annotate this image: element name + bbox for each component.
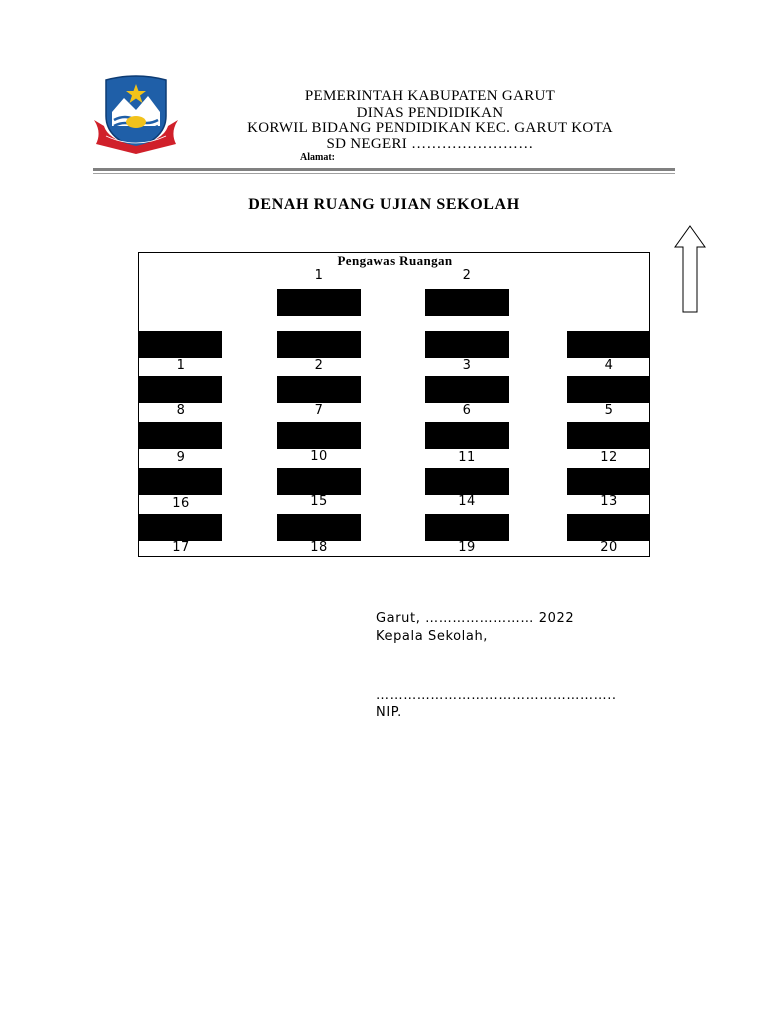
seat-number: 19 [458,540,476,555]
seat-number: 16 [172,496,190,511]
seat-number: 14 [458,494,476,509]
seat-number: 11 [458,450,476,465]
letterhead-divider [93,168,675,171]
letterhead-department: DINAS PENDIDIKAN [356,105,504,121]
seat-number: 12 [600,450,618,465]
exam-room-floorplan [138,252,650,557]
signature-nip: NIP. [376,705,402,720]
proctor-number: 1 [314,268,324,283]
student-desk [425,468,509,495]
signature-name-line: …………………………………………….. [376,688,617,703]
document-title: DENAH RUANG UJIAN SEKOLAH [248,196,520,213]
proctor-label: Pengawas Ruangan [337,253,453,268]
student-desk [277,422,361,449]
student-desk [567,376,650,403]
arrow-up-icon [674,225,706,313]
seat-number: 18 [310,540,328,555]
seat-number: 1 [176,358,186,373]
seat-number: 17 [172,540,190,555]
signature-place-date: Garut, …………………… 2022 [376,611,575,626]
seat-number: 10 [310,449,328,464]
student-desk [277,468,361,495]
student-desk [139,331,222,358]
letterhead-divider-thin [93,173,675,174]
seat-number: 20 [600,540,618,555]
seat-number: 9 [176,450,186,465]
seat-number: 6 [462,403,472,418]
student-desk [567,514,650,541]
student-desk [277,331,361,358]
student-desk [425,376,509,403]
student-desk [425,331,509,358]
student-desk [139,422,222,449]
student-desk [425,422,509,449]
signature-role: Kepala Sekolah, [376,629,489,644]
garut-regency-logo [92,70,180,158]
student-desk [567,468,650,495]
seat-number: 13 [600,494,618,509]
student-desk [425,514,509,541]
student-desk [139,514,222,541]
proctor-number: 2 [462,268,472,283]
student-desk [277,514,361,541]
seat-number: 4 [604,358,614,373]
proctor-desk [425,289,509,316]
student-desk [277,376,361,403]
student-desk [567,331,650,358]
letterhead-government: PEMERINTAH KABUPATEN GARUT [304,88,556,104]
student-desk [567,422,650,449]
letterhead-division: KORWIL BIDANG PENDIDIKAN KEC. GARUT KOTA [247,120,613,136]
student-desk [139,376,222,403]
seat-number: 5 [604,403,614,418]
seat-number: 7 [314,403,324,418]
student-desk [139,468,222,495]
letterhead-school: SD NEGERI …………………… [326,136,534,152]
seat-number: 2 [314,358,324,373]
seat-number: 15 [310,494,328,509]
seat-number: 8 [176,403,186,418]
seat-number: 3 [462,358,472,373]
proctor-desk [277,289,361,316]
letterhead-address-label: Alamat: [300,152,335,163]
